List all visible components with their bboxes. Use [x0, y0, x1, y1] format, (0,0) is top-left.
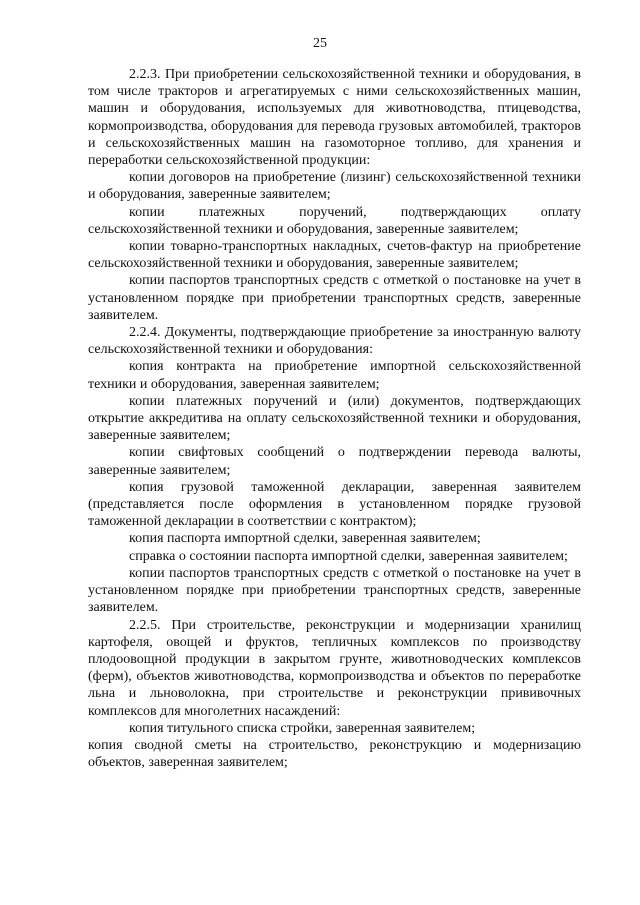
- paragraph: копия контракта на приобретение импортной сельскохозяйственной техники и оборудования, заверенная заявителем;: [88, 359, 581, 392]
- paragraph: копии свифтовых сообщений о подтверждении перевода валюты, заверенные заявителем;: [88, 445, 581, 478]
- paragraph-2-2-5: 2.2.5. При строительстве, реконструкции и модернизации хранилищ картофеля, овощей и фруктов, тепличных комплексов по производству плодоовощной продукции в закрытом грунте, животноводческих комплексов (ферм), объектов животноводства, кормопроизводства и объектов по переработке льна и льноволокна, при строительстве и реконструкции прививочных комплексов для многолетних насаждений:: [88, 617, 581, 719]
- paragraph: копия титульного списка стройки, заверенная заявителем;: [129, 720, 476, 736]
- paragraph: копии паспортов транспортных средств с отметкой о постановке на учет в установленном порядке при приобретении транспортных средств, заверенные заявителем.: [88, 565, 581, 616]
- paragraph: копии паспортов транспортных средств с отметкой о постановке на учет в установленном порядке при приобретении транспортных средств, заверенные заявителем.: [88, 273, 581, 323]
- body-text: [88, 66, 581, 771]
- paragraph: копия сводной сметы на строительство, реконструкцию и модернизацию объектов, заверенная заявителем;: [88, 737, 581, 771]
- paragraph: копии товарно-транспортных накладных, счетов-фактур на приобретение сельскохозяйственной техники и оборудования, заверенные заявителем;: [88, 239, 581, 272]
- page-number: 25: [313, 36, 327, 51]
- paragraph: копии договоров на приобретение (лизинг) сельскохозяйственной техники и оборудования, заверенные заявителем;: [88, 170, 581, 203]
- paragraph-2-2-3: 2.2.3. При приобретении сельскохозяйственной техники и оборудования, в том числе тракторов и агрегатируемых с ними сельскохозяйственных машин, машин и оборудования, используемых для животноводства, птицеводства, кормопроизводства, оборудования для перевода грузовых автомобилей, тракторов и сельскохозяйственных машин на газомоторное топливо, для хранения и переработки сельскохозяйственной продукции:: [88, 67, 581, 169]
- paragraph: копии платежных поручений, подтверждающих оплату сельскохозяйственной техники и оборудования, заверенные заявителем;: [88, 204, 581, 237]
- paragraph-2-2-4: 2.2.4. Документы, подтверждающие приобретение за иностранную валюту сельскохозяйственной техники и оборудования:: [88, 325, 581, 358]
- paragraph: копия паспорта импортной сделки, заверенная заявителем;: [129, 531, 481, 547]
- paragraph: копия грузовой таможенной декларации, заверенная заявителем (представляется после оформления в установленном порядке грузовой таможенной декларации в соответствии с контрактом);: [88, 479, 581, 530]
- paragraph: копии платежных поручений и (или) документов, подтверждающих открытие аккредитива на оплату сельскохозяйственной техники и оборудования, заверенные заявителем;: [88, 393, 581, 444]
- paragraph: справка о состоянии паспорта импортной сделки, заверенная заявителем;: [129, 548, 568, 564]
